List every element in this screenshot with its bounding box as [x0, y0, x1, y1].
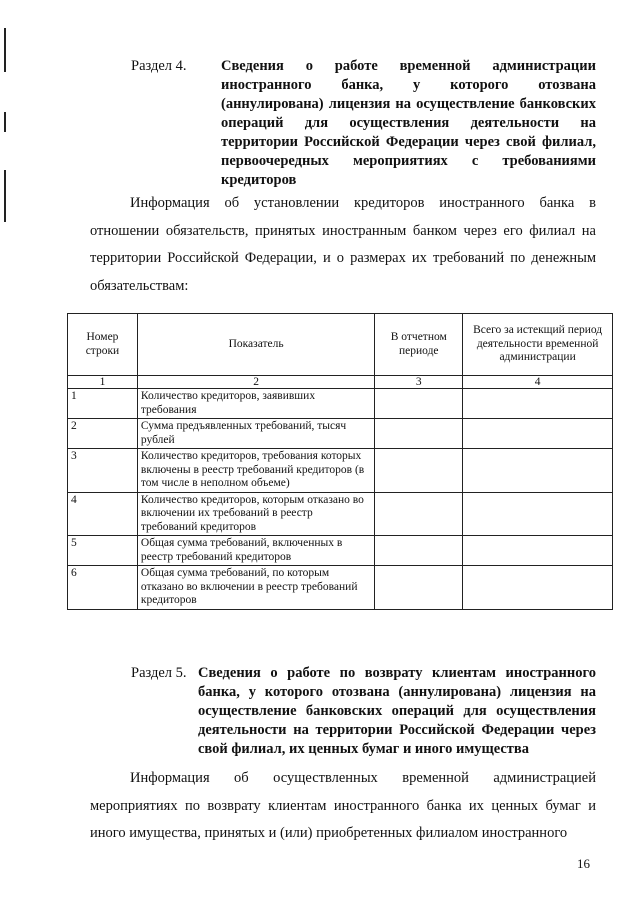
row-number: 3 — [68, 449, 138, 493]
table-row — [68, 566, 613, 610]
row-period-value — [375, 536, 463, 566]
row-total-value — [463, 419, 613, 449]
header-total: Всего за истекщий период деятельности временной администрации — [463, 314, 613, 376]
header-indicator: Показатель — [137, 314, 374, 376]
table-row — [68, 536, 613, 566]
table-row — [68, 449, 613, 493]
table-header-row — [68, 314, 613, 376]
row-number: 6 — [68, 566, 138, 610]
section-4-title: Сведения о работе временной администрации иностранного банка, у которого отозвана (аннулирована) лицензия на осуществление банковских операций для осуществления деятельности на территории Российской Федерации через свой филиал, первоочередных мероприятиях с требованиями кредиторов — [221, 58, 596, 188]
row-period-value — [375, 389, 463, 419]
section-4-heading — [131, 57, 596, 190]
row-period-value — [375, 449, 463, 493]
row-total-value — [463, 389, 613, 419]
section-5-label: Раздел 5. — [131, 665, 187, 681]
row-indicator: Общая сумма требований, включенных в реестр требований кредиторов — [137, 536, 374, 566]
row-total-value — [463, 492, 613, 536]
row-indicator: Количество кредиторов, которым отказано во включении их требований в реестр требований кредиторов — [137, 492, 374, 536]
row-number: 1 — [68, 389, 138, 419]
column-number: 3 — [375, 376, 463, 389]
row-indicator: Общая сумма требований, по которым отказано во включении в реестр требований кредиторов — [137, 566, 374, 610]
creditors-table — [67, 313, 613, 610]
section-5-title: Сведения о работе по возврату клиентам иностранного банка, у которого отозвана (аннулирована) лицензия на осуществление банковских операций для осуществления деятельности на территории Российской Федерации через свой филиал, их ценных бумаг и иного имущества — [198, 665, 596, 757]
row-number: 4 — [68, 492, 138, 536]
table-column-numbers — [68, 376, 613, 389]
table-row — [68, 419, 613, 449]
table-row — [68, 492, 613, 536]
header-period: В отчетном периоде — [375, 314, 463, 376]
margin-mark — [4, 170, 6, 222]
row-indicator: Сумма предъявленных требований, тысяч рублей — [137, 419, 374, 449]
table-row — [68, 389, 613, 419]
row-period-value — [375, 492, 463, 536]
section-4-label: Раздел 4. — [131, 58, 187, 74]
column-number: 1 — [68, 376, 138, 389]
margin-mark — [4, 28, 6, 72]
row-total-value — [463, 536, 613, 566]
row-number: 5 — [68, 536, 138, 566]
row-period-value — [375, 419, 463, 449]
row-number: 2 — [68, 419, 138, 449]
column-number: 4 — [463, 376, 613, 389]
margin-mark — [4, 112, 6, 132]
row-indicator: Количество кредиторов, заявивших требования — [137, 389, 374, 419]
section-5-heading — [131, 664, 596, 759]
column-number: 2 — [137, 376, 374, 389]
section-5-intro: Информация об осуществленных временной администрацией мероприятиях по возврату клиентам иностранного банка их ценных бумаг и иного имущества, принятых и (или) приобретенных филиалом иностранного — [90, 770, 596, 841]
header-row-number: Номер строки — [68, 314, 138, 376]
row-period-value — [375, 566, 463, 610]
row-total-value — [463, 449, 613, 493]
section-4-intro: Информация об установлении кредиторов иностранного банка в отношении обязательств, принятых иностранным банком через его филиал на территории Российской Федерации, и о размерах их требований по денежным обязательствам: — [90, 195, 596, 294]
page-number: 16 — [577, 856, 590, 871]
row-total-value — [463, 566, 613, 610]
row-indicator: Количество кредиторов, требования которых включены в реестр требований кредиторов (в том числе в неполном объеме) — [137, 449, 374, 493]
